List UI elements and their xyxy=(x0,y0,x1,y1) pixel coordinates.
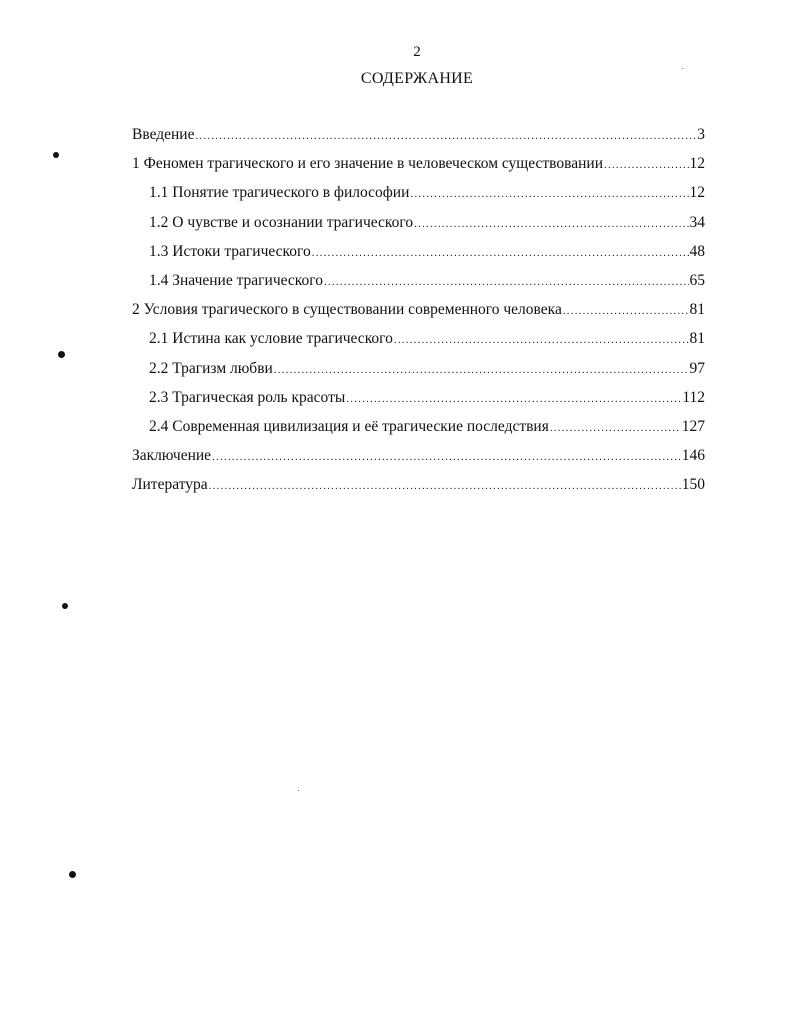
toc-entry-section-2-4 xyxy=(132,418,705,447)
toc-entry-page: 34 xyxy=(689,213,705,231)
toc-entry-section-2-1 xyxy=(132,330,705,359)
toc-entry-conclusion xyxy=(132,447,705,476)
toc-entry-section-2-2 xyxy=(132,360,705,389)
toc-leader-dots xyxy=(410,188,688,200)
toc-entry-page: 127 xyxy=(681,417,705,435)
toc-entry-page: 112 xyxy=(682,388,705,406)
toc-entry-page: 97 xyxy=(689,359,705,377)
toc-entry-label: 1 Феномен трагического и его значение в человеческом существовании xyxy=(132,155,603,173)
toc-entry-page: 12 xyxy=(689,155,705,173)
binding-hole-mark xyxy=(69,871,76,878)
toc-leader-dots xyxy=(274,364,689,376)
toc-entry-label: Заключение xyxy=(132,447,212,465)
toc-entry-label: Введение xyxy=(132,126,195,143)
toc-entry-label: 1.1 Понятие трагического в философии xyxy=(149,184,410,202)
toc-entry-page: 3 xyxy=(697,126,705,143)
toc-entry-label: 2.1 Истина как условие трагического xyxy=(149,330,393,348)
toc-leader-dots xyxy=(394,334,689,346)
toc-entry-page: 150 xyxy=(681,476,705,494)
binding-hole-mark xyxy=(53,152,59,158)
toc-leader-dots xyxy=(550,422,681,434)
toc-entry-page: 48 xyxy=(689,242,705,260)
page-number: 2 xyxy=(413,44,421,60)
toc-entry-section-1-4 xyxy=(132,272,705,301)
toc-leader-dots xyxy=(324,276,689,288)
toc-entry-label: 2.4 Современная цивилизация и её трагические последствия xyxy=(149,417,549,435)
binding-hole-mark xyxy=(58,351,65,358)
toc-leader-dots xyxy=(312,247,689,259)
toc-entry-section-1-2 xyxy=(132,214,705,243)
toc-entry-label: 2.3 Трагическая роль красоты xyxy=(149,388,346,406)
toc-entry-page: 146 xyxy=(681,447,705,465)
toc-leader-dots xyxy=(195,130,696,142)
toc-entry-label: 1.4 Значение трагического xyxy=(149,271,323,289)
toc-leader-dots xyxy=(346,393,681,405)
toc-leader-dots xyxy=(212,451,681,463)
toc-entry-page: 81 xyxy=(689,330,705,348)
toc-leader-dots xyxy=(604,159,689,171)
binding-hole-mark xyxy=(62,603,68,609)
toc-entry-label: 1.3 Истоки трагического xyxy=(149,242,311,260)
toc-entry-bibliography xyxy=(132,476,705,505)
toc-entry-chapter-1 xyxy=(132,155,705,184)
toc-entry-section-1-1 xyxy=(132,184,705,213)
toc-entry-introduction xyxy=(132,126,705,155)
toc-leader-dots xyxy=(563,305,689,317)
toc-entry-page: 81 xyxy=(689,301,705,319)
toc-entry-label: 2 Условия трагического в существовании современного человека xyxy=(132,301,562,319)
toc-title: СОДЕРЖАНИЕ xyxy=(360,70,474,87)
toc-entry-section-2-3 xyxy=(132,389,705,418)
toc-entry-label: Литература xyxy=(132,476,208,494)
toc-entry-chapter-2 xyxy=(132,301,705,330)
table-of-contents xyxy=(132,126,705,505)
toc-entry-label: 1.2 О чувстве и осознании трагического xyxy=(149,213,414,231)
toc-entry-page: 65 xyxy=(689,271,705,289)
toc-leader-dots xyxy=(209,480,681,492)
toc-entry-label: 2.2 Трагизм любви xyxy=(149,359,273,377)
toc-entry-section-1-3 xyxy=(132,243,705,272)
scan-speck xyxy=(298,790,299,791)
scan-speck xyxy=(682,68,683,69)
toc-entry-page: 12 xyxy=(689,184,705,202)
toc-leader-dots xyxy=(414,218,688,230)
